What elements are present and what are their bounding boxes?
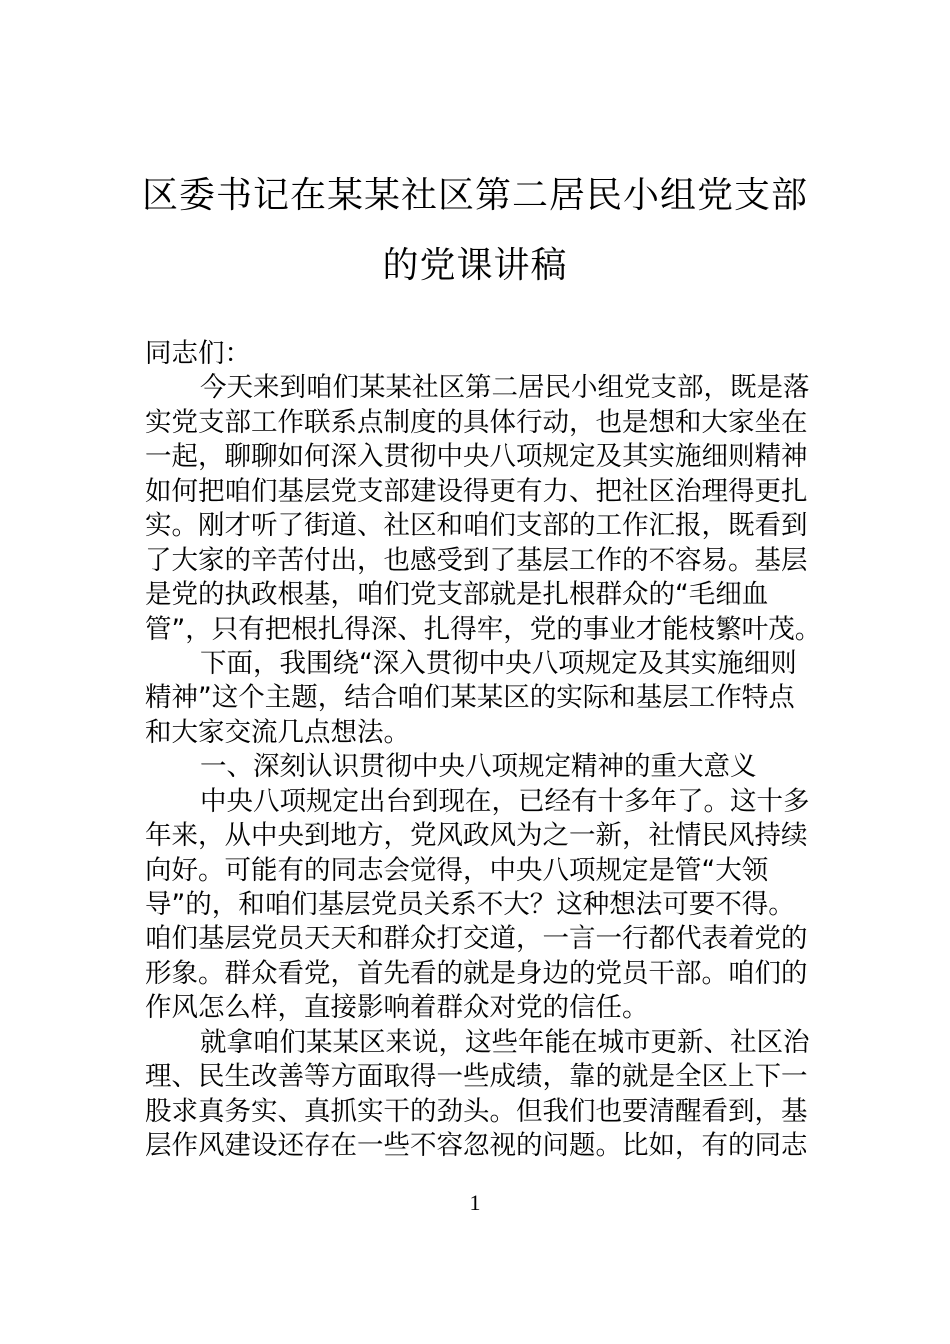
document-title-line-1: 区委书记在某某社区第二居民小组党支部	[141, 175, 808, 216]
text-line: 作风怎么样，直接影响着群众对党的信任。	[145, 992, 649, 1024]
text-line: 就拿咱们某某区来说，这些年能在城市更新、社区治	[200, 1026, 810, 1058]
text-line: 理、民生改善等方面取得一些成绩，靠的就是全区上下一	[145, 1061, 808, 1093]
text-line: 如何把咱们基层党支部建设得更有力、把社区治理得更扎	[145, 475, 808, 507]
text-line: 管”，只有把根扎得深、扎得牢，党的事业才能枝繁叶茂。	[145, 613, 822, 645]
text-line: 实。刚才听了街道、社区和咱们支部的工作汇报，既看到	[145, 510, 808, 542]
text-line: 股求真务实、真抓实干的劲头。但我们也要清醒看到，基	[145, 1095, 808, 1127]
text-line: 实党支部工作联系点制度的具体行动，也是想和大家坐在	[145, 406, 808, 438]
text-line: 导”的，和咱们基层党员关系不大？这种想法可要不得。	[145, 889, 795, 920]
text-line: 了大家的辛苦付出，也感受到了基层工作的不容易。基层	[145, 544, 808, 576]
text-line: 向好。可能有的同志会觉得，中央八项规定是管“大领	[145, 854, 769, 886]
salutation: 同志们：	[145, 338, 251, 369]
document-title-line-2: 的党课讲稿	[382, 245, 568, 286]
text-line: 和大家交流几点想法。	[145, 716, 410, 748]
text-line: 咱们基层党员天天和群众打交道，一言一行都代表着党的	[145, 923, 808, 955]
text-line: 是党的执政根基，咱们党支部就是扎根群众的“毛细血	[145, 579, 769, 611]
text-line: 中央八项规定出台到现在，已经有十多年了。这十多	[200, 785, 810, 817]
text-line: 下面，我围绕“深入贯彻中央八项规定及其实施细则	[200, 647, 797, 679]
text-line: 层作风建设还存在一些不容忽视的问题。比如，有的同志	[145, 1130, 808, 1162]
text-line: 今天来到咱们某某社区第二居民小组党支部，既是落	[200, 372, 810, 404]
text-line: 形象。群众看党，首先看的就是身边的党员干部。咱们的	[145, 957, 808, 989]
document-body	[145, 337, 822, 1164]
page-number: 1	[469, 1190, 481, 1215]
text-line: 精神”这个主题，结合咱们某某区的实际和基层工作特点	[145, 682, 795, 714]
text-line: 年来，从中央到地方，党风政风为之一新，社情民风持续	[145, 820, 808, 852]
text-line: 一起，聊聊如何深入贯彻中央八项规定及其实施细则精神	[145, 441, 808, 473]
section-heading: 一、深刻认识贯彻中央八项规定精神的重大意义	[200, 751, 757, 783]
